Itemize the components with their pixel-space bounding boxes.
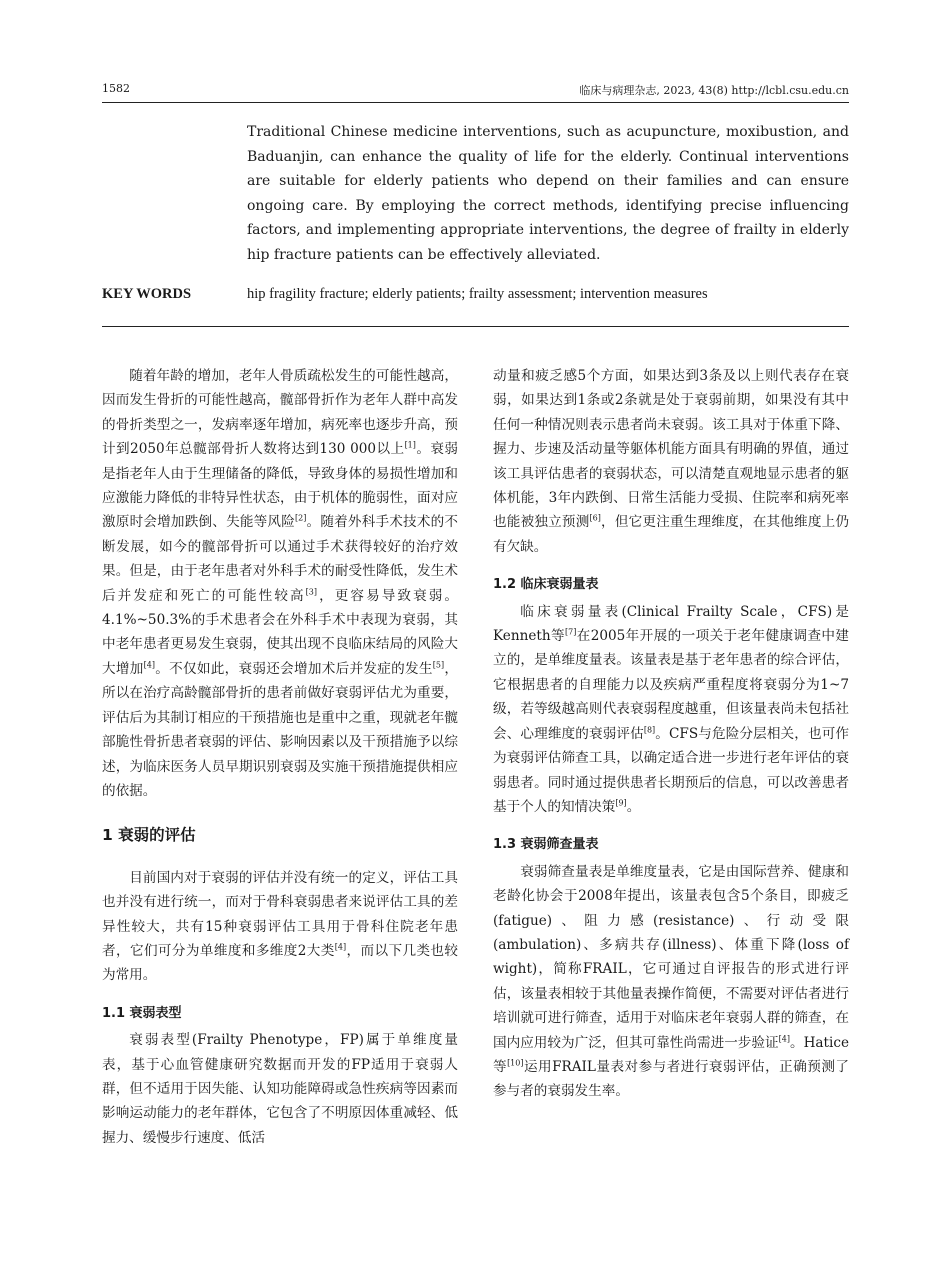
subsection-heading-1-1: 1.1 衰弱表型 (102, 1005, 182, 1021)
keywords-label: KEY WORDS (102, 286, 192, 302)
section-heading-1: 1 衰弱的评估 (102, 826, 196, 845)
citation-2: [2] (295, 513, 307, 523)
left-column (102, 364, 458, 1150)
section1-paragraph: 目前国内对于衰弱的评估并没有统一的定义，评估工具也并没有进行统一，而对于骨科衰弱患者来说评估工具的差异性较大，共有15种衰弱评估工具用于骨科住院老年患者，它们可分为单维度和多维度2大类[4]，而以下几类也较为常用。 (102, 869, 458, 984)
running-header (102, 80, 849, 103)
abstract-conclusion: Traditional Chinese medicine interventions, such as acupuncture, moxibustion, and Baduanjin, can enhance the quality of life for the elderly. Continual interventions are suitable for elderly patients who depend on their families and can ensure ongoing care. By employing the correct methods, identifying precise influencing factors, and implementing appropriate interventions, the degree of frailty in elderly hip fracture patients can be effectively alleviated. (247, 124, 849, 263)
citation-4b: [4] (334, 942, 347, 952)
keywords-text: hip fragility fracture; elderly patients; frailty assessment; intervention measures (247, 286, 708, 302)
citation-1: [1] (404, 440, 416, 450)
page-number: 1582 (102, 82, 130, 95)
subsection-heading-1-2: 1.2 临床衰弱量表 (493, 577, 599, 593)
citation-6: [6] (589, 513, 601, 523)
continued-paragraph: 动量和疲乏感5个方面，如果达到3条及以上则代表存在衰弱，如果达到1条或2条就是处于衰弱前期，如果没有其中任何一种情况则表示患者尚未衰弱。该工具对于体重下降、握力、步速及活动量等躯体机能方面具有明确的界值，通过该工具评估患者的衰弱状态，可以清楚直观地显示患者的躯体机能，3年内跌倒、日常生活能力受损、住院率和病死率也能被独立预测[6]，但它更注重生理维度，在其他维度上仍有欠缺。 (493, 368, 850, 555)
citation-9: [9] (615, 798, 627, 808)
subsection-1-2-paragraph: 临床衰弱量表(Clinical Frailty Scale，CFS)是Kenneth等[7]在2005年开展的一项关于老年健康调查中建立的，是单维度量表。该量表是基于老年患者的综合评估，它根据患者的自理能力以及疾病严重程度将衰弱分为1~7级，若等级越高则代表衰弱程度越重，但该量表尚未包括社会、心理维度的衰弱评估[8]。CFS与危险分层相关，也可作为衰弱评估筛查工具，以确定适合进一步进行老年评估的衰弱患者。同时通过提供患者长期预后的信息，可以改善患者基于个人的知情决策[9]。 (493, 603, 850, 815)
section-divider (102, 326, 849, 327)
intro-paragraph: 随着年龄的增加，老年人骨质疏松发生的可能性越高，因而发生骨折的可能性越高，髋部骨折作为老年人群中高发的骨折类型之一，发病率逐年增加，病死率也逐步升高，预计到2050年总髋部骨折人数将达到130 000以上[1]。衰弱是指老年人由于生理储备的降低，导致身体的易损性增加和应激能力降低的非特异性状态，由于机体的脆弱性，面对应激原时会增加跌倒、失能等风险[2]。随着外科手术技术的不断发展，如今的髋部骨折可以通过手术获得较好的治疗效果。但是，由于老年患者对外科手术的耐受性降低，发生术后并发症和死亡的可能性较高[3]，更容易导致衰弱。4.1%~50.3%的手术患者会在外科手术中表现为衰弱，其中老年患者更易发生衰弱，使其出现不良临床结局的风险大大增加[4]。不仅如此，衰弱还会增加术后并发症的发生[5]，所以在治疗高龄髋部骨折的患者前做好衰弱评估尤为重要，评估后为其制订相应的干预措施也是重中之重，现就老年髋部脆性骨折患者衰弱的评估、影响因素以及干预措施予以综述，为临床医务人员早期识别衰弱及实施干预措施提供相应的依据。 (102, 368, 459, 799)
citation-4: [4] (143, 660, 155, 670)
right-column (493, 364, 849, 1104)
citation-4c: [4] (778, 1034, 790, 1044)
subsection-heading-1-3: 1.3 衰弱筛查量表 (493, 837, 599, 853)
subsection-1-3-paragraph: 衰弱筛查量表是单维度量表，它是由国际营养、健康和老龄化协会于2008年提出，该量表包含5个条目，即疲乏(fatigue)、阻力感(resistance)、行动受限(ambulation)、多病共存(illness)、体重下降(loss of wight)，简称FRAIL，它可通过自评报告的形式进行评估，该量表相较于其他量表操作简便，不需要对评估者进行培训就可进行筛查，适用于对临床老年衰弱人群的筛查，在国内应用较为广泛，但其可靠性尚需进一步验证[4]。Hatice等[10]运用FRAIL量表对参与者进行衰弱评估，正确预测了参与者的衰弱发生率。 (493, 863, 850, 1100)
citation-10: [10] (507, 1058, 524, 1068)
citation-8: [8] (643, 725, 656, 735)
citation-3: [3] (305, 587, 318, 597)
subsection-1-1-paragraph: 衰弱表型(Frailty Phenotype，FP)属于单维度量表，基于心血管健康研究数据而开发的FP适用于衰弱人群，但不适用于因失能、认知功能障碍或急性疾病等因素而影响运动能力的老年群体，它包含了不明原因体重减轻、低握力、缓慢步行速度、低活 (102, 1032, 458, 1146)
citation-5: [5] (432, 660, 445, 670)
journal-running-head: 临床与病理杂志, 2023, 43(8) http://lcbl.csu.edu.cn (579, 84, 849, 97)
citation-7: [7] (564, 627, 577, 637)
